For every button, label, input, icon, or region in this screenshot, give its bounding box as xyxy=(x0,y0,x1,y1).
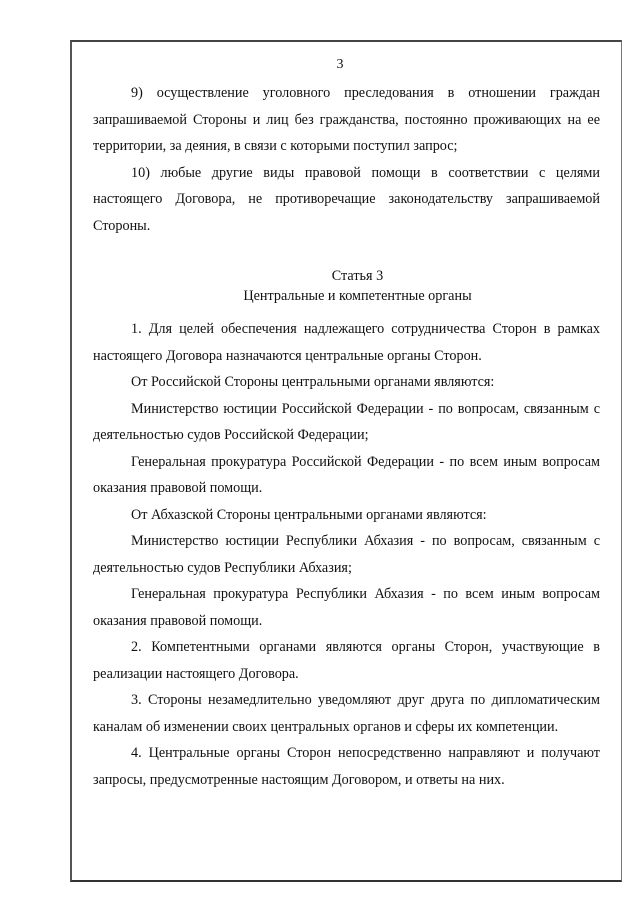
article-body xyxy=(93,316,600,793)
article-paragraph: Генеральная прокуратура Российской Федерации - по всем иным вопросам оказания правовой помощи. xyxy=(93,453,600,496)
paragraph-item-9: 9) осуществление уголовного преследования в отношении граждан запрашиваемой Стороны и лиц без гражданства, постоянно проживающих на ее территории, за деяния, в связи с которыми поступил запрос; xyxy=(93,85,600,154)
article-paragraph: 1. Для целей обеспечения надлежащего сотрудничества Сторон в рамках настоящего Договора назначаются центральные органы Сторон. xyxy=(93,321,600,364)
article-paragraph: Министерство юстиции Российской Федерации - по вопросам, связанным с деятельностью судов Российской Федерации; xyxy=(93,400,600,443)
top-paragraphs xyxy=(93,80,600,239)
article-paragraph: 2. Компетентными органами являются органы Сторон, участвующие в реализации настоящего Договора. xyxy=(93,639,600,682)
article-paragraph: От Российской Стороны центральными органами являются: xyxy=(131,374,495,390)
article-paragraph: 4. Центральные органы Сторон непосредственно направляют и получают запросы, предусмотренные настоящим Договором, и ответы на них. xyxy=(93,745,600,788)
paragraph-item-10: 10) любые другие виды правовой помощи в соответствии с целями настоящего Договора, не противоречащие законодательству запрашиваемой Стороны. xyxy=(93,164,600,234)
article-paragraph: Генеральная прокуратура Республики Абхазия - по всем иным вопросам оказания правовой помощи. xyxy=(93,586,600,629)
page-number: 3 xyxy=(336,57,344,72)
article-subtitle: Центральные и компетентные органы xyxy=(243,288,472,304)
article-heading xyxy=(93,266,600,306)
article-title: Статья 3 xyxy=(331,268,384,284)
article-paragraph: 3. Стороны незамедлительно уведомляют друг друга по дипломатическим каналам об изменении своих центральных органов и сферы их компетенции. xyxy=(93,692,600,735)
article-paragraph: От Абхазской Стороны центральными органами являются: xyxy=(131,506,487,523)
article-paragraph: Министерство юстиции Республики Абхазия - по вопросам, связанным с деятельностью судов Республики Абхазия; xyxy=(93,533,600,576)
